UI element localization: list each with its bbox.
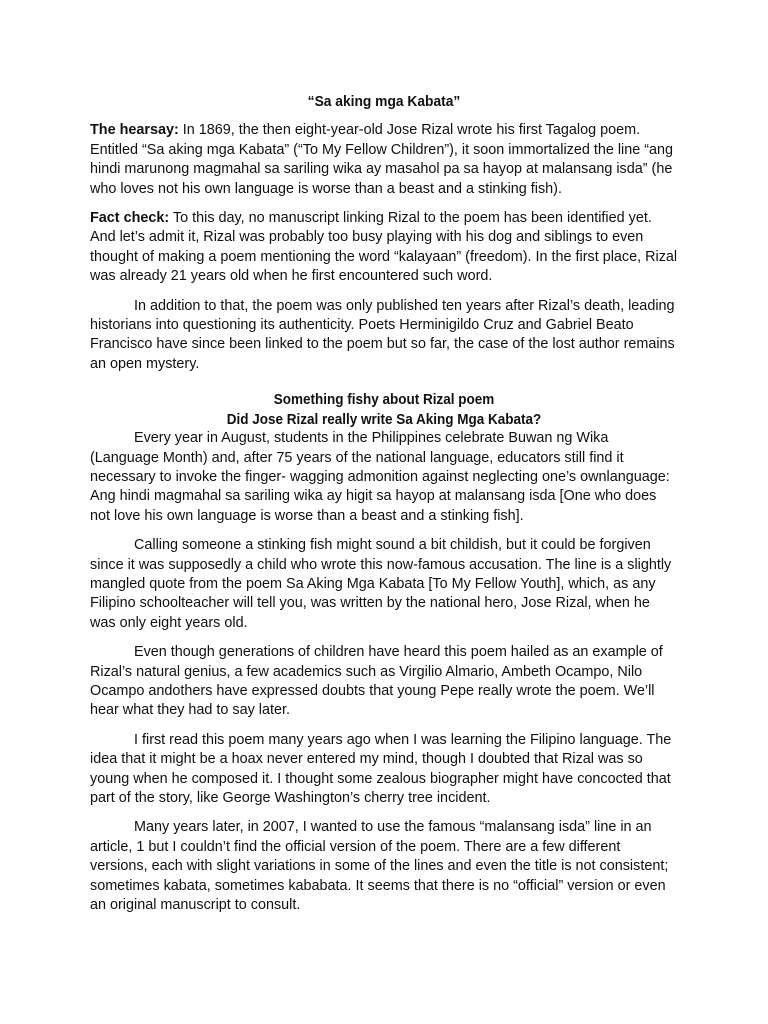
body-paragraph-5: Many years later, in 2007, I wanted to use the famous “malansang isda” line in an article, 1 but I couldn’t find the official version of the poem. There are a few different versions, each with slight variations in some of the lines and even the title is not consistent; sometimes kabata, sometimes kababata. It seems that there is no “official” version or even an original manuscript to consult. bbox=[90, 819, 669, 914]
hearsay-paragraph bbox=[90, 121, 678, 199]
fact-check-label: Fact check: bbox=[90, 210, 170, 227]
body-paragraph-2: Calling someone a stinking fish might sound a bit childish, but it could be forgiven since it was supposedly a child who wrote this now-famous accusation. The line is a slightly mangled quote from the poem Sa Aking Mga Kabata [To My Fellow Youth], which, as any Filipino schoolteacher will tell you, was written by the national hero, Jose Rizal, when he was only eight years old. bbox=[90, 537, 672, 631]
addition-paragraph: In addition to that, the poem was only published ten years after Rizal’s death, leading historians into questioning its authenticity. Poets Herminigildo Cruz and Gabriel Beato Francisco have since been linked to the poem but so far, the case of the lost author remains an open mystery. bbox=[90, 297, 675, 372]
hearsay-text: In 1869, the then eight-year-old Jose Rizal wrote his first Tagalog poem. Entitled “Sa aking mga Kabata” (“To My Fellow Children”), it soon immortalized the line “ang hindi marunong magmahal sa sariling wika ay masahol pa sa hayop at malansang isda” (he who loves not his own language is worse than a beast and a stinking fish). bbox=[90, 122, 674, 197]
section-heading-2: Did Jose Rizal really write Sa Aking Mga Kabata? bbox=[226, 410, 542, 428]
document-page bbox=[90, 92, 678, 925]
hearsay-label: The hearsay: bbox=[90, 122, 179, 139]
body-paragraph-3: Even though generations of children have heard this poem hailed as an example of Rizal’s natural genius, a few academics such as Virgilio Almario, Ambeth Ocampo, Nilo Ocampo andothers have expressed doubts that young Pepe really wrote the poem. We’ll hear what they had to say later. bbox=[90, 644, 663, 719]
fact-check-text: To this day, no manuscript linking Rizal to the poem has been identified yet. And let’s admit it, Rizal was probably too busy playing with his dog and siblings to even thought of making a poem mentioning the word “kalayaan” (freedom). In the first place, Rizal was already 21 years old when he first encountered such word. bbox=[90, 210, 678, 285]
section-heading-1: Something fishy about Rizal poem bbox=[273, 391, 495, 409]
fact-check-paragraph bbox=[90, 209, 678, 287]
document-title: “Sa aking mga Kabata” bbox=[307, 93, 461, 110]
body-paragraph-1: Every year in August, students in the Philippines celebrate Buwan ng Wika (Language Month) and, after 75 years of the national language, educators still find it necessary to invoke the finger- wagging admonition against neglecting one’s ownlanguage: Ang hindi magmahal sa sariling wika ay higit sa hayop at malansang isda [One who does not love his own language is worse than a beast and a stinking fish]. bbox=[90, 430, 670, 524]
body-paragraph-4: I first read this poem many years ago when I was learning the Filipino language. The idea that it might be a hoax never entered my mind, though I doubted that Rizal was so young when he composed it. I thought some zealous biographer might have concocted that part of the story, like George Washington’s cherry tree incident. bbox=[90, 731, 672, 806]
